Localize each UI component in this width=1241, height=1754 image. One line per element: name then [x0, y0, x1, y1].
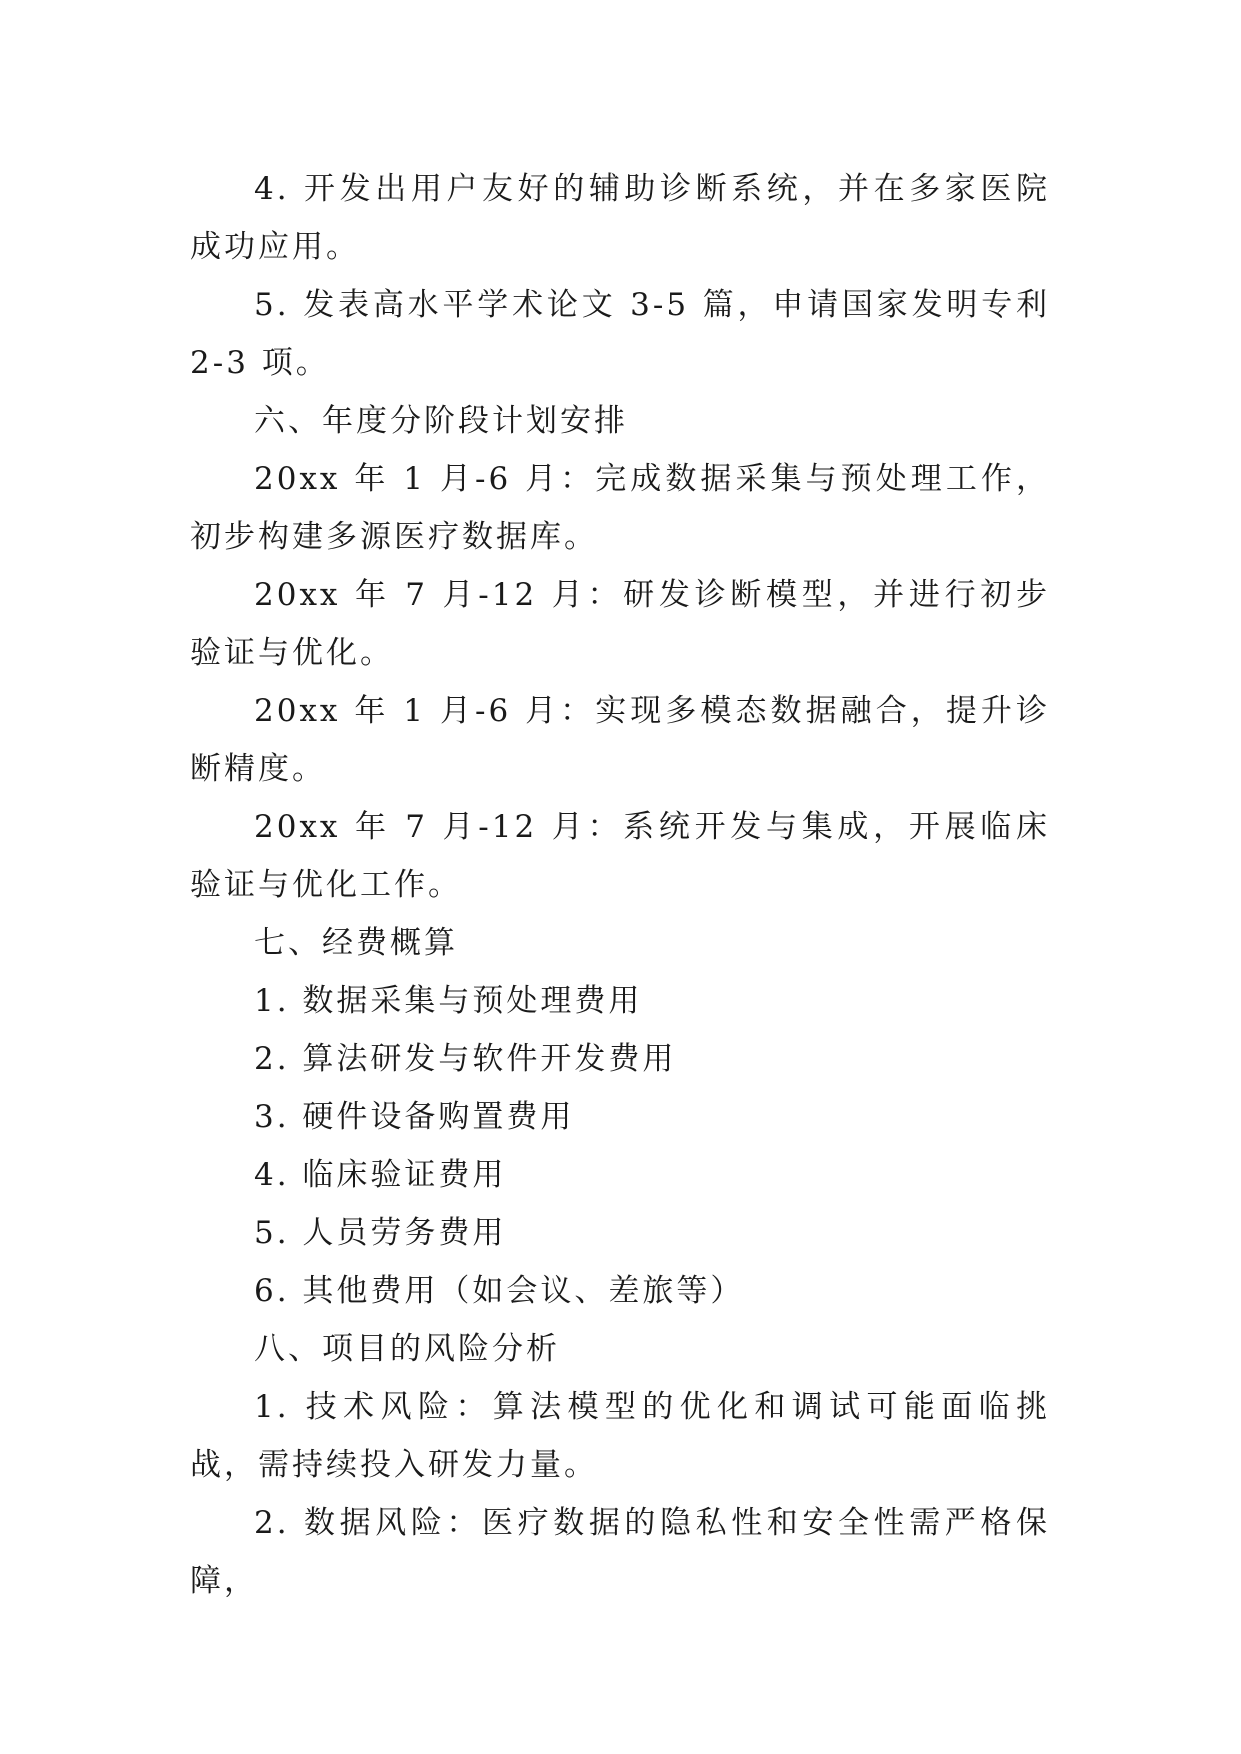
- section-heading-schedule: 六、年度分阶段计划安排: [254, 403, 628, 439]
- paragraph-budget-3: 3. 硬件设备购置费用: [254, 1099, 575, 1135]
- paragraph-budget-6: 6. 其他费用（如会议、差旅等）: [254, 1273, 745, 1309]
- paragraph-budget-4: 4. 临床验证费用: [254, 1157, 507, 1193]
- paragraph-goal-5: 5. 发表高水平学术论文 3-5 篇，申请国家发明专利 2-3 项。: [190, 287, 1050, 381]
- section-heading-risk: 八、项目的风险分析: [254, 1331, 560, 1367]
- paragraph-schedule-3: 20xx 年 1 月-6 月：实现多模态数据融合，提升诊断精度。: [190, 693, 1050, 787]
- document-body: [190, 160, 1050, 1610]
- paragraph-risk-1: 1. 技术风险：算法模型的优化和调试可能面临挑战，需持续投入研发力量。: [190, 1389, 1050, 1483]
- paragraph-goal-4: 4. 开发出用户友好的辅助诊断系统，并在多家医院成功应用。: [190, 171, 1050, 265]
- paragraph-budget-2: 2. 算法研发与软件开发费用: [254, 1041, 677, 1077]
- paragraph-schedule-4: 20xx 年 7 月-12 月：系统开发与集成，开展临床验证与优化工作。: [190, 809, 1050, 903]
- paragraph-schedule-2: 20xx 年 7 月-12 月：研发诊断模型，并进行初步验证与优化。: [190, 577, 1050, 671]
- section-heading-budget: 七、经费概算: [254, 925, 458, 961]
- paragraph-schedule-1: 20xx 年 1 月-6 月：完成数据采集与预处理工作，初步构建多源医疗数据库。: [190, 461, 1050, 555]
- paragraph-budget-5: 5. 人员劳务费用: [254, 1215, 507, 1251]
- paragraph-risk-2: 2. 数据风险：医疗数据的隐私性和安全性需严格保障，: [190, 1505, 1050, 1599]
- paragraph-budget-1: 1. 数据采集与预处理费用: [254, 983, 643, 1019]
